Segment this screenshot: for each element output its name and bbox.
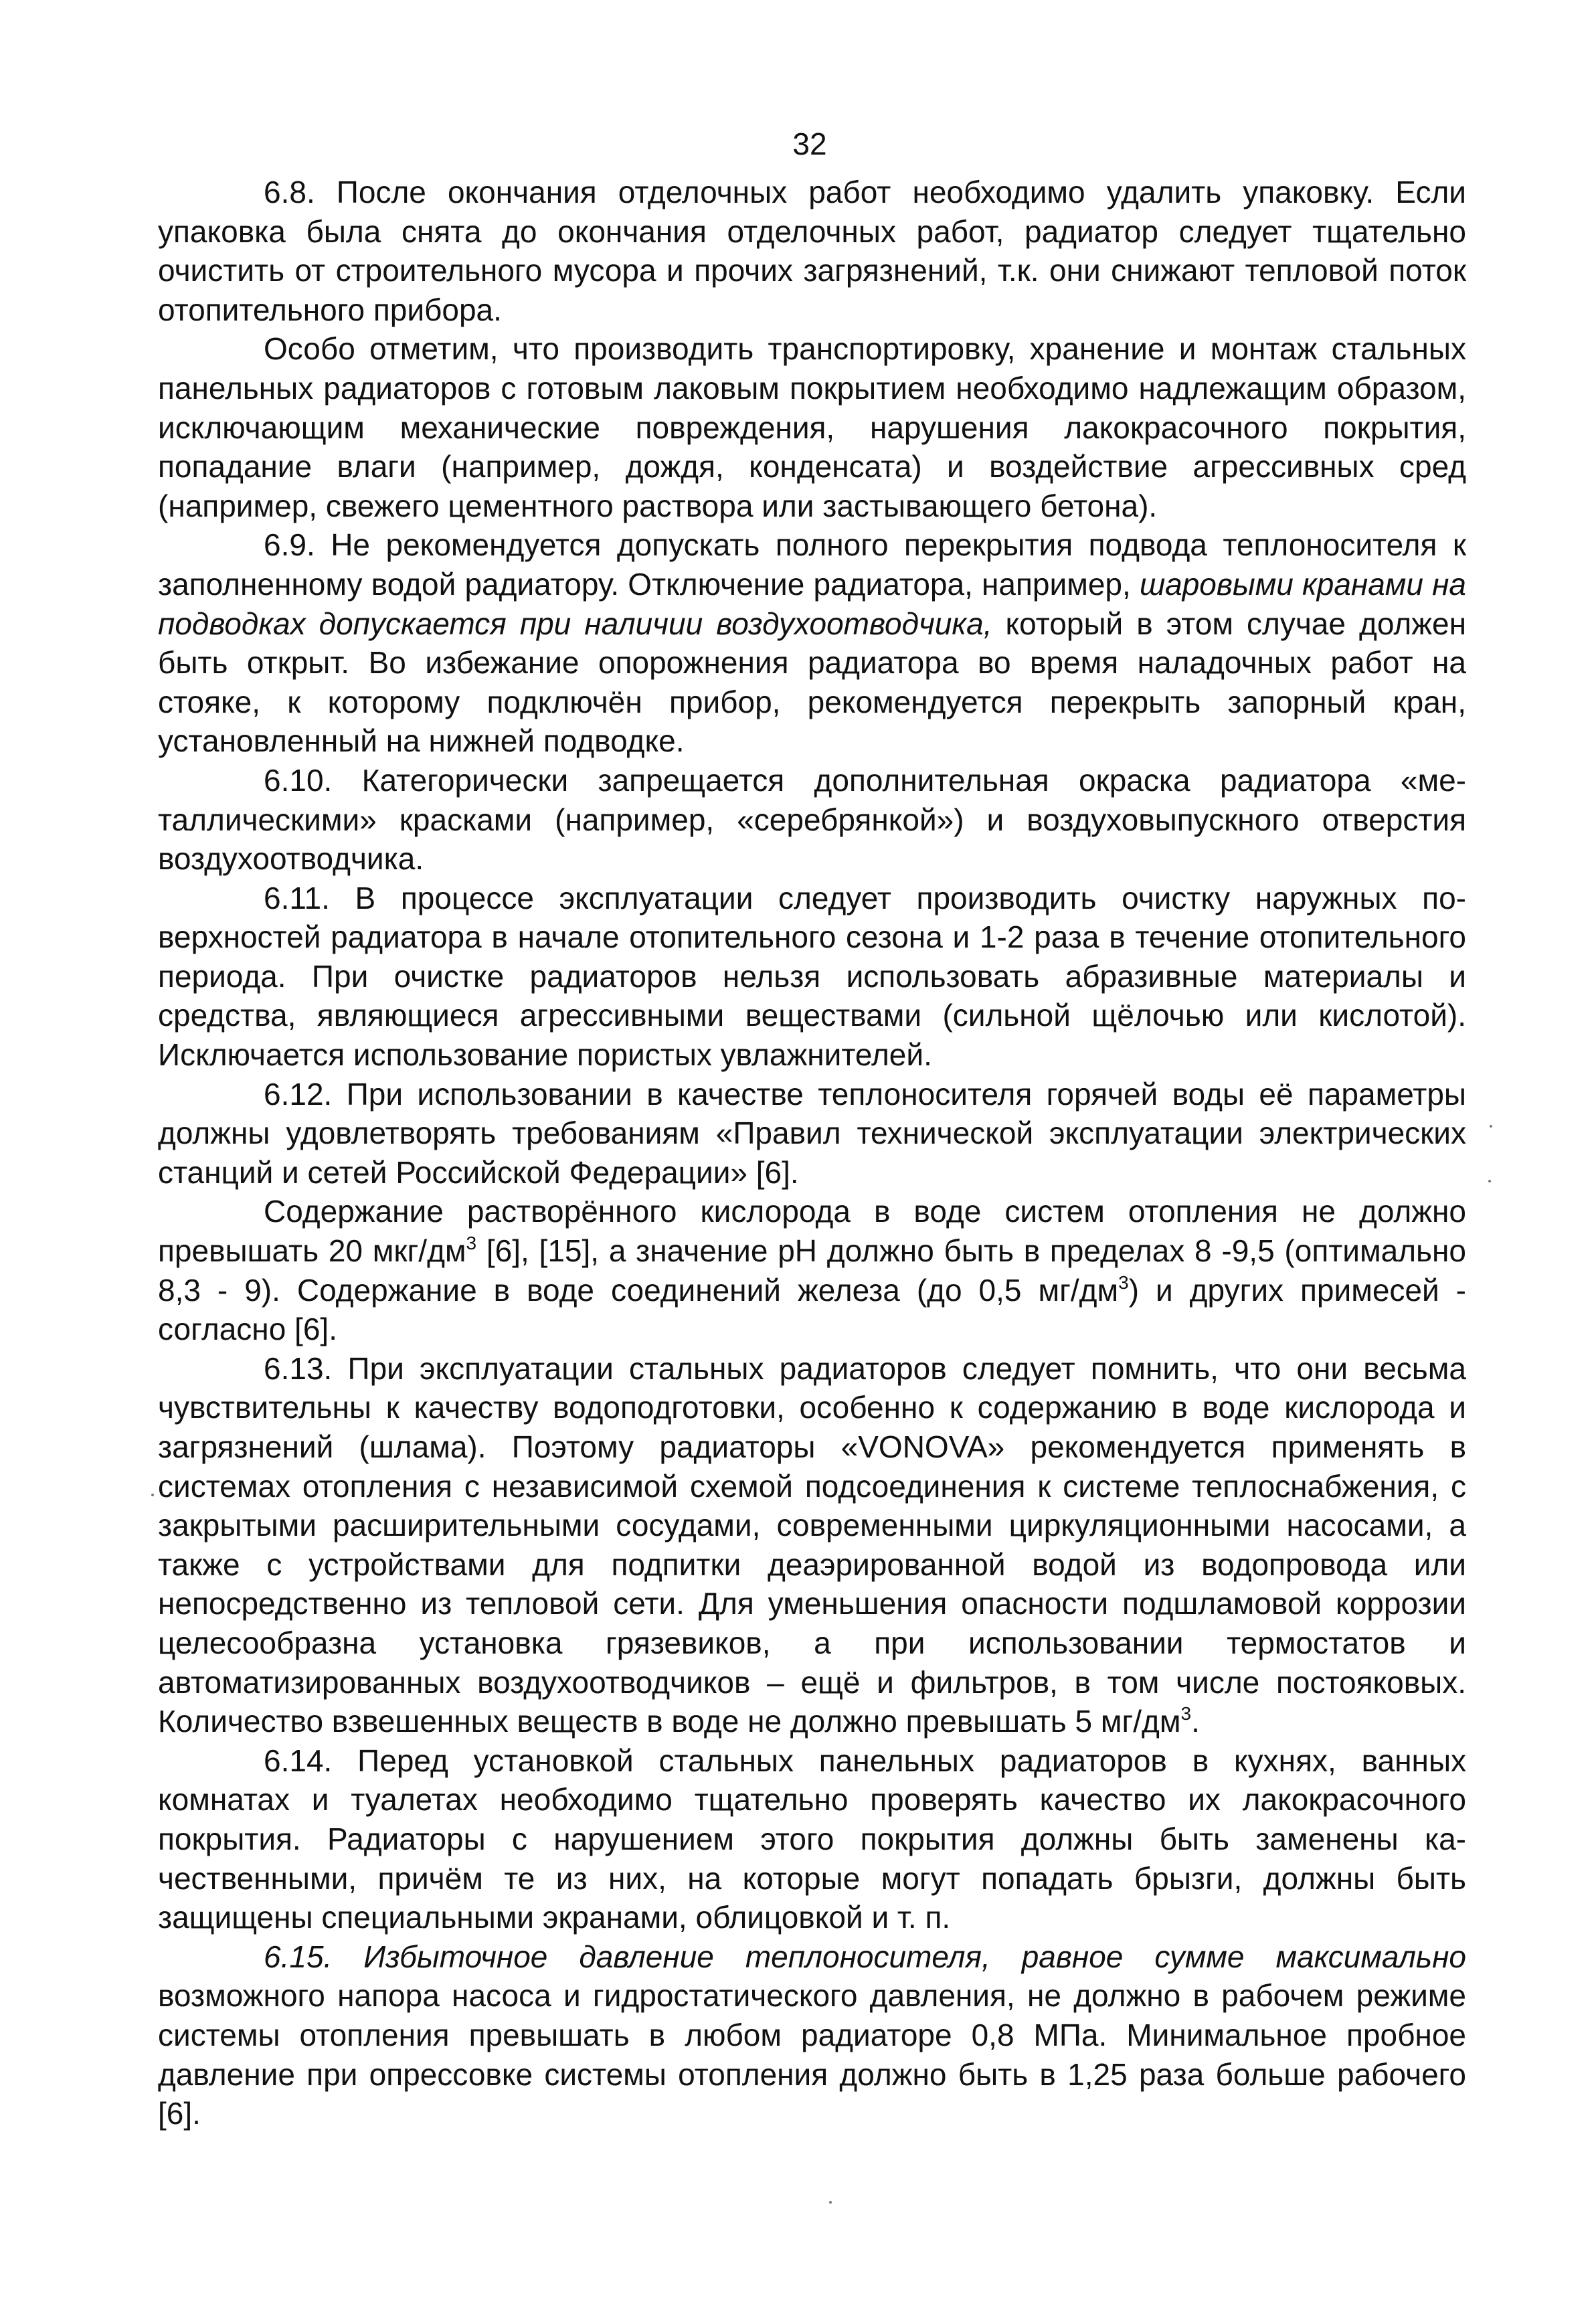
superscript-3: 3 — [466, 1233, 477, 1254]
superscript-3: 3 — [1180, 1703, 1192, 1724]
paragraph-6-14: 6.14. Перед установкой стальных панельных радиаторов в кухнях, ванных комнатах и туалетах необходимо тщательно проверять качество их лакокрасочного покрытия. Радиаторы с нарушением этого покрытия должны быть заменены качественными, причём те из них, на которые могут попадать брызги, должны быть защищены специальными экранами, облицовкой и т. п. — [158, 1743, 1466, 1935]
paragraph-6-15-italic: Избыточное давление теплоносителя, равное сумме максимально — [332, 1939, 1466, 1974]
paragraph-6-9-italic: шаровыми кранами на подводках допускается при наличии воздухоотводчика, — [158, 566, 1466, 641]
paragraph-oxygen-content — [158, 1192, 1466, 1348]
scan-speck — [1490, 1125, 1492, 1128]
scan-speck — [829, 2201, 832, 2204]
superscript-3: 3 — [1118, 1271, 1129, 1293]
paragraph-6-11: 6.11. В процессе эксплуатации следует производить очистку наружных поверхностей радиатора в начале отопительного сезона и 1-2 раза в течение отопительного периода. При очистке радиаторов нельзя использовать абразивные материалы и средства, являющиеся агрессивными веществами (сильной щёлочью или кислотой). Исключается использование пористых увлажнителей. — [158, 880, 1466, 1073]
oxygen-text-1: Содержание растворённого кислорода в воде систем отопления не должно превышать 20 мкг/дм — [158, 1194, 1466, 1269]
paragraph-transport-note: Особо отметим, что производить транспортировку, хранение и монтаж стальных панельных радиаторов с готовым лаковым покрытием необходимо надлежащим образом, исключающим механические повреждения, нарушения лакокрасочного покрытия, попадание влаги (например, дождя, конденсата) и воздействие агрессивных сред (например, свежего цементного раствора или застывающего бетона). — [158, 331, 1466, 523]
page-number: 32 — [792, 126, 827, 161]
paragraph-6-9-end: который в этом случае должен быть открыт. Во избежание опорожнения радиатора во время наладочных работ на стояке, к которому подключён прибор, рекомендуется перекрыть запорный кран, установленный на нижней подводке. — [158, 606, 1467, 759]
paragraph-6-8: 6.8. После окончания отделочных работ необходимо удалить упаковку. Если упаковка была снята до окончания отделочных работ, радиатор следует тщательно очистить от строительного мусора и прочих загрязнений, т.к. они снижают тепловой поток отопительного прибора. — [158, 175, 1466, 327]
scan-speck — [1488, 1180, 1491, 1182]
paragraph-6-15 — [158, 1937, 1466, 2133]
paragraph-6-15-number: 6.15. — [264, 1939, 333, 1974]
paragraph-6-10: 6.10. Категорически запрещается дополнительная окраска радиатора «металлическими» красками (например, «серебрянкой») и воздуховыпускного отверстия воздухоотводчика. — [158, 762, 1466, 877]
paragraph-6-15-text: возможного напора насоса и гидростатического давления, не должно в рабочем режиме системы отопления превышать в любом радиаторе 0,8 МПа. Минимальное пробное давление при опрессовке системы отопления должно быть в 1,25 раза больше рабочего [6]. — [158, 1978, 1466, 2131]
text-body — [158, 173, 1466, 2133]
paragraph-6-9-start: 6.9. Не рекомендуется допускать полного перекрытия подвода теплоносителя к заполненному водой радиатору. Отключение радиатора, например, — [158, 527, 1466, 602]
oxygen-text-2: [6], [15], а значение pH должно быть в пределах 8 -9,5 (оптимально 8,3 - 9). Содержание в воде соединений железа (до 0,5 мг/дм — [158, 1233, 1466, 1308]
paragraph-6-13 — [158, 1349, 1466, 1741]
paragraph-6-13-text: 6.13. При эксплуатации стальных радиаторов следует помнить, что они весьма чувствительны к качеству водоподготовки, особенно к содержанию в воде кислорода и загрязнений (шлама). Поэтому радиаторы «VONOVA» рекомендуется применять в системах отопления с независимой схемой подсоединения к системе теплоснабжения, с закрытыми расширительными сосудами, современными циркуляционными насосами, а также с устройствами для подпитки деаэрированной водой из водопровода или непосредственно из тепловой сети. Для уменьшения опасности подшламовой коррозии целесообразна установка грязевиков, а при использовании термостатов и автоматизированных воздухоотводчиков – ещё и фильтров, в том числе постояковых. Количество взвешенных веществ в воде не должно превышать 5 мг/дм — [158, 1350, 1467, 1739]
oxygen-text-3: ) и других примесей - согласно [6]. — [158, 1272, 1466, 1347]
scan-speck — [151, 1494, 154, 1496]
paragraph-6-9 — [158, 525, 1466, 761]
paragraph-6-13-end: . — [1191, 1704, 1200, 1739]
paragraph-6-12: 6.12. При использовании в качестве теплоносителя горячей воды её параметры должны удовлетворять требованиям «Правил технической эксплуатации электрических станций и сетей Российской Федерации» [6]. — [158, 1076, 1466, 1190]
